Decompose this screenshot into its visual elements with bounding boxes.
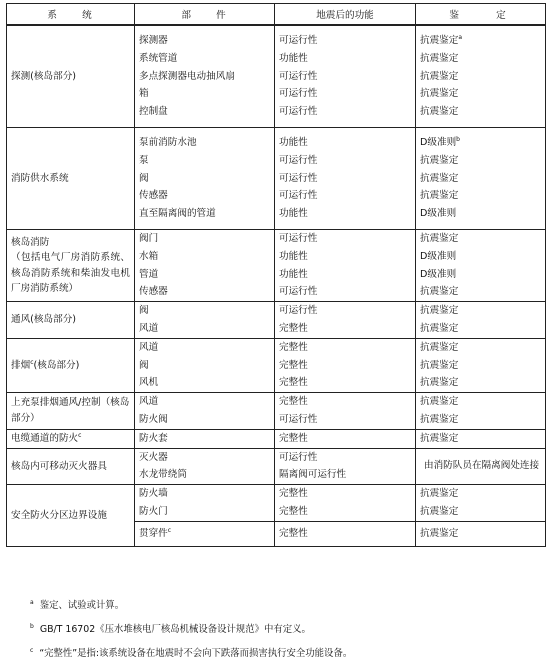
components-cell [135,429,275,448]
qualification-cell [416,338,546,392]
component-item-text: 风道 [139,341,159,353]
function-item-text: 可运行性 [279,286,318,298]
qualification-item [420,32,541,50]
component-item [139,68,270,86]
component-item [139,170,270,188]
qualification-item-text: 抗震鉴定 [420,341,459,353]
table-row [7,229,546,301]
footnote-marker: c [30,358,34,366]
table-row [7,448,546,485]
qualification-item [420,485,541,503]
table-row [7,485,546,522]
component-item-text: 控制盘 [139,106,168,118]
function-item-text: 功能性 [279,208,308,220]
function-item-text: 可运行性 [279,305,318,317]
qualification-item-text: 抗震鉴定 [420,359,459,371]
function-item [279,411,411,429]
component-item-text: 管道 [139,268,159,280]
footnote-marker: c [78,431,82,439]
component-item-text: 水箱 [139,250,159,262]
components-cell [135,521,275,546]
system-name: 核岛消防 [11,236,50,248]
function-item [279,485,411,503]
system-scope: （包括电气厂房消防系统、核岛消防系统和柴油发电机厂房消防系统） [11,252,130,295]
function-item-text: 完整性 [279,527,308,539]
seismic-requirements-table [6,3,546,547]
qualification-item [424,457,541,475]
function-item [279,283,411,301]
qualification-cell [416,393,546,430]
function-item-text: 可运行性 [279,154,318,166]
component-item [139,248,270,266]
system-scope: (核岛部分) [33,359,80,371]
header-function: 地震后的功能 [275,4,416,26]
component-item [139,393,270,411]
footnote [30,616,352,640]
functions-cell [275,448,416,485]
qualification-item [420,266,541,284]
footnote-text: “完整性”是指:该系统设备在地震时不会向下跌落而损害执行安全功能设备。 [39,648,353,660]
component-item-text: 阀 [139,359,149,371]
qualification-item [420,152,541,170]
qualification-cell [416,485,546,522]
functions-cell [275,127,416,229]
function-item [279,230,411,248]
component-item-text: 多点探测器电动抽风扇 [139,70,235,82]
components-cell [135,338,275,392]
function-item [279,32,411,50]
component-item [139,357,270,375]
qualification-item-text: 抗震鉴定 [420,413,459,425]
qualification-item [420,393,541,411]
qualification-item [420,430,541,448]
component-item [139,283,270,301]
system-cell [7,25,135,127]
qualification-item [420,134,541,152]
function-item-text: 可运行性 [279,106,318,118]
component-item-text: 传感器 [139,286,168,298]
function-item [279,205,411,223]
function-item [279,134,411,152]
qualification-item-text: 抗震鉴定 [420,172,459,184]
function-item [279,152,411,170]
component-item [139,374,270,392]
function-item [279,170,411,188]
function-item [279,85,411,103]
table-row [7,25,546,127]
qualification-item [420,339,541,357]
component-item-text: 贯穿件 [139,527,168,539]
function-item [279,68,411,86]
components-cell [135,25,275,127]
system-name: 安全防火分区边界设施 [11,509,107,521]
header-component: 部 件 [135,4,275,26]
qualification-item-text: 抗震鉴定 [420,70,459,82]
component-item [139,134,270,152]
function-item [279,50,411,68]
component-item-text: 防火套 [139,432,168,444]
function-item [279,103,411,121]
component-item-text: 泵前消防水池 [139,136,197,148]
header-system: 系 统 [7,4,135,26]
component-item [139,205,270,223]
component-item-text: 阀 [139,305,149,317]
functions-cell [275,229,416,301]
qualification-cell [416,229,546,301]
component-item-text: 系统管道 [139,52,178,64]
functions-cell [275,485,416,522]
component-item-text: 阀 [139,172,149,184]
table-row [7,429,546,448]
function-item-text: 完整性 [279,377,308,389]
component-item [139,411,270,429]
footnote-marker: c [167,526,172,534]
qualification-item [420,357,541,375]
function-item-text: 完整性 [279,322,308,334]
qualification-item-text: 抗震鉴定 [420,488,459,500]
qualification-item [420,503,541,521]
component-item [139,525,270,543]
qualification-item [420,320,541,338]
qualification-item-text: 抗震鉴定 [420,52,459,64]
function-item-text: 可运行性 [279,88,318,100]
qualification-item [420,411,541,429]
function-item-text: 完整性 [279,359,308,371]
qualification-cell [416,302,546,339]
table-header-row [7,4,546,26]
qualification-item-text: 抗震鉴定 [420,377,459,389]
components-cell [135,229,275,301]
component-item-text: 风道 [139,322,159,334]
qualification-item-text: 抗震鉴定 [420,527,459,539]
footnote-mark: c [30,647,34,655]
function-item-text: 完整性 [279,505,308,517]
component-item-text: 探测器 [139,35,168,46]
function-item-text: 可运行性 [279,172,318,184]
qualification-item-text: D级准则 [420,208,457,220]
footnote-text: 鉴定、试验或计算。 [39,600,125,612]
table-row [7,302,546,339]
table-row [7,127,546,229]
system-name: 探测(核岛部分) [11,70,77,82]
function-item [279,430,411,448]
function-item [279,503,411,521]
qualification-item [420,50,541,68]
qualification-item-text: 抗震鉴定 [420,322,459,334]
qualification-cell [416,429,546,448]
component-item-text: 传感器 [139,190,168,202]
component-item [139,187,270,205]
qualification-item [420,170,541,188]
function-item-text: 隔离阀可运行性 [279,469,347,481]
components-cell [135,393,275,430]
functions-cell [275,393,416,430]
qualification-item-text: 抗震鉴定 [420,190,459,202]
function-item-text: 完整性 [279,341,308,353]
component-item [139,103,270,121]
qualification-item-text: 抗震鉴定 [420,35,459,46]
footnote-mark: b [30,623,34,631]
component-item [139,466,270,484]
function-item-text: 功能性 [279,136,308,148]
component-item-text: 风道 [139,396,159,408]
component-item [139,50,270,68]
function-item [279,302,411,320]
qualification-cell [416,448,546,485]
qualification-item-text: 抗震鉴定 [420,232,459,244]
qualification-cell [416,127,546,229]
footnote-marker: a [458,33,463,41]
system-cell [7,448,135,485]
system-cell [7,429,135,448]
function-item [279,393,411,411]
system-cell [7,302,135,339]
footnote [30,592,352,616]
system-name: 电缆通道的防火 [11,432,79,444]
system-name: 消防供水系统 [11,172,69,184]
component-item [139,302,270,320]
functions-cell [275,302,416,339]
component-item-text: 泵 [139,154,149,166]
header-qualification: 鉴 定 [416,4,546,26]
component-item-text: 箱 [139,88,149,100]
qualification-item-text: 抗震鉴定 [420,432,459,444]
qualification-item [420,374,541,392]
system-cell [7,127,135,229]
qualification-item-text: 由消防队员在隔离阀处连接 [424,460,540,472]
qualification-item-text: D级准则 [420,250,457,262]
system-name: 核岛内可移动灭火器具 [11,460,107,472]
functions-cell [275,338,416,392]
component-item-text: 阀门 [139,232,159,244]
qualification-item-text: 抗震鉴定 [420,106,459,118]
qualification-cell [416,25,546,127]
function-item-text: 功能性 [279,52,308,64]
function-item-text: 可运行性 [279,413,318,425]
system-name: 上充泵排烟通风/控制（核岛部分） [11,397,130,424]
system-name: 通风(核岛部分) [11,314,77,326]
function-item-text: 完整性 [279,396,308,408]
components-cell [135,485,275,522]
qualification-item-text: 抗震鉴定 [420,505,459,517]
function-item [279,339,411,357]
footnotes [30,592,352,664]
qualification-item-text: 抗震鉴定 [420,305,459,317]
qualification-item [420,525,541,543]
qualification-item [420,248,541,266]
function-item-text: 可运行性 [279,190,318,202]
system-cell [7,393,135,430]
component-item [139,32,270,50]
qualification-item [420,68,541,86]
component-item-text: 水龙带绕筒 [139,469,187,481]
components-cell [135,302,275,339]
function-item [279,266,411,284]
component-item-text: 防火阀 [139,413,168,425]
function-item-text: 可运行性 [279,70,318,82]
components-cell [135,448,275,485]
qualification-item-text: 抗震鉴定 [420,286,459,298]
system-name: 排烟 [11,359,31,371]
function-item-text: 功能性 [279,250,308,262]
component-item-text: 直至隔离阀的管道 [139,208,216,220]
footnote-mark: a [30,599,34,606]
system-cell [7,485,135,546]
component-item-text: 防火门 [139,505,168,517]
functions-cell [275,521,416,546]
function-item [279,374,411,392]
table-body [7,25,546,546]
component-item [139,339,270,357]
function-item [279,320,411,338]
component-item [139,449,270,467]
qualification-item [420,85,541,103]
component-item-text: 风机 [139,377,159,389]
qualification-item [420,283,541,301]
function-item-text: 功能性 [279,268,308,280]
qualification-item-text: 抗震鉴定 [420,154,459,166]
footnote [30,640,352,664]
components-cell [135,127,275,229]
qualification-item-text: D级准则 [420,268,457,280]
system-cell [7,338,135,392]
function-item [279,357,411,375]
component-item [139,230,270,248]
function-item [279,525,411,543]
function-item [279,248,411,266]
function-item-text: 可运行性 [279,232,318,244]
function-item [279,466,411,484]
function-item-text: 完整性 [279,432,308,444]
component-item [139,152,270,170]
component-item-text: 灭火器 [139,451,168,463]
qualification-item [420,302,541,320]
component-item [139,485,270,503]
component-item [139,503,270,521]
component-item [139,320,270,338]
qualification-item [420,187,541,205]
component-item [139,430,270,448]
function-item-text: 完整性 [279,488,308,500]
qualification-item-text: 抗震鉴定 [420,396,459,408]
function-item [279,449,411,467]
qualification-item [420,230,541,248]
component-item [139,85,270,103]
component-item [139,266,270,284]
qualification-item [420,103,541,121]
footnote-text: GB/T 16702《压水堆核电厂核岛机械设备设计规范》中有定义。 [39,624,311,636]
system-cell [7,229,135,301]
function-item-text: 可运行性 [279,451,318,463]
function-item-text: 可运行性 [279,35,318,46]
functions-cell [275,429,416,448]
qualification-item-text: D级准则 [420,136,457,148]
functions-cell [275,25,416,127]
table-row [7,338,546,392]
qualification-item [420,205,541,223]
qualification-cell [416,521,546,546]
component-item-text: 防火墙 [139,488,168,500]
function-item [279,187,411,205]
qualification-item-text: 抗震鉴定 [420,88,459,100]
footnote-marker: b [456,135,460,143]
table-row [7,393,546,430]
